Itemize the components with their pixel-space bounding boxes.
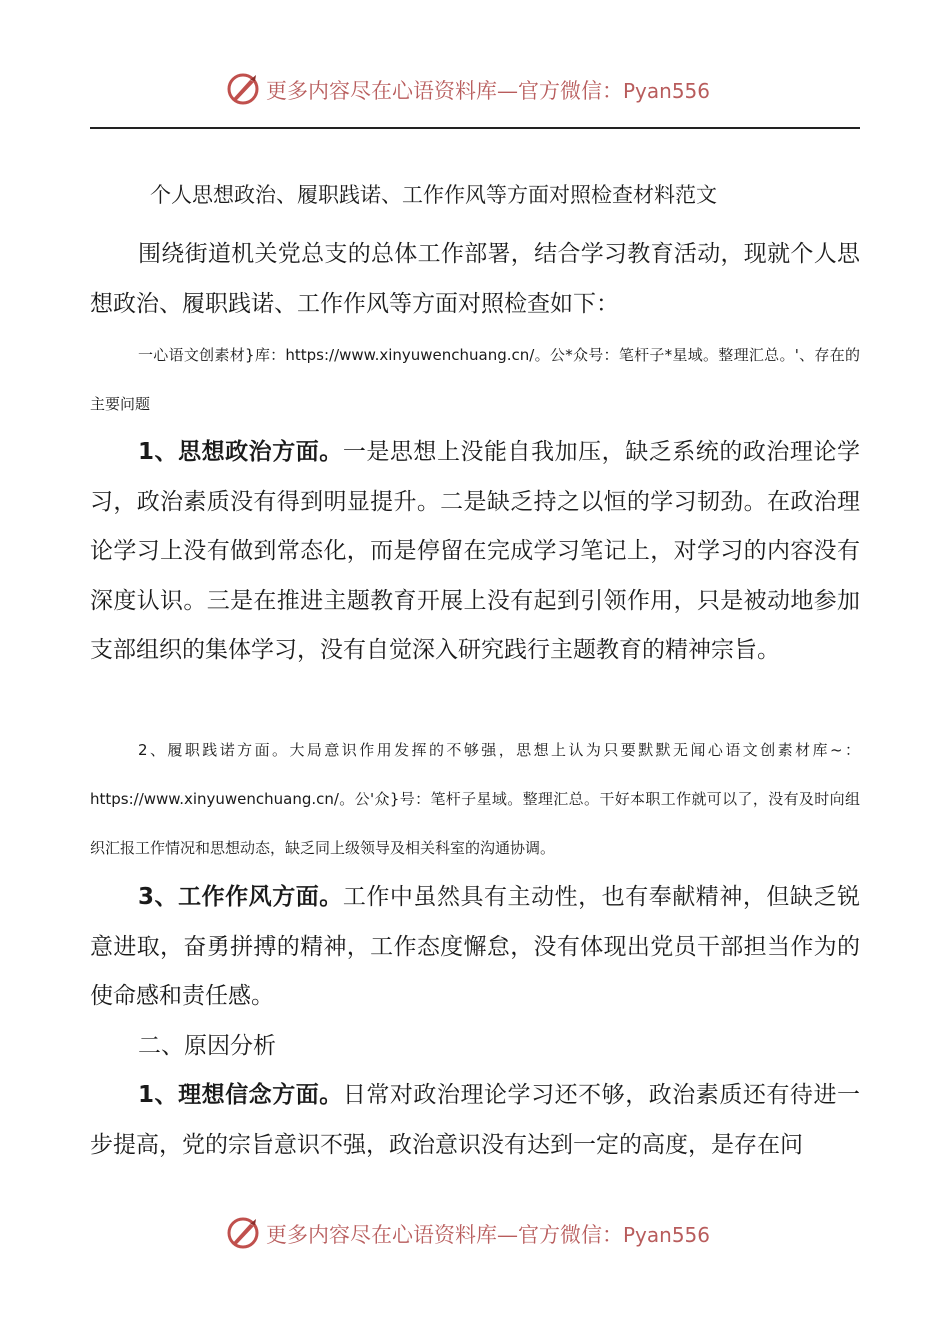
header-banner <box>0 68 950 116</box>
header-site-text: 更多内容尽在心语资料库 <box>266 79 497 103</box>
paragraph-duty-small: 2、履职践诺方面。大局意识作用发挥的不够强，思想上认为只要默默无闻心语文创素材库~：https://www.xinyuwenchuang.cn/。公'众}号：笔杆子星域。整理汇总。干好本职工作就可以了，没有及时向组织汇报工作情况和思想动态，缺乏同上级领导及相关科室的沟通协调。 <box>90 741 860 857</box>
paragraph-ideology <box>90 428 860 676</box>
footer-wechat-label: 官方微信： <box>518 1223 623 1247</box>
pen-quill-logo-icon <box>226 72 260 106</box>
header-text <box>266 77 710 105</box>
paragraph-work-style <box>90 873 860 1022</box>
paragraph-belief <box>90 1071 860 1170</box>
footer-wechat-id: Pyan556 <box>623 1223 711 1247</box>
paragraph-work-style-heading: 3、工作作风方面。 <box>138 884 343 910</box>
paragraph-work-style-body: 工作中虽然具有主动性，也有奉献精神，但缺乏锐意进取，奋勇拼搏的精神，工作态度懈怠，没有体现出党员干部担当作为的使命感和责任感。 <box>90 884 861 1009</box>
paragraph-belief-body: 日常对政治理论学习还不够，政治素质还有待进一步提高，党的宗旨意识不强，政治意识没有达到一定的高度，是存在问 <box>90 1082 861 1158</box>
pen-quill-logo-icon <box>226 1216 260 1250</box>
footer-text <box>266 1221 710 1249</box>
section-heading-cause-analysis: 二、原因分析 <box>138 1033 276 1059</box>
header-wechat-id: Pyan556 <box>623 79 711 103</box>
intro-paragraph: 围绕街道机关党总支的总体工作部署，结合学习教育活动，现就个人思想政治、履职践诺、工作作风等方面对照检查如下： <box>90 241 860 317</box>
footer-site-text: 更多内容尽在心语资料库 <box>266 1223 497 1247</box>
footer-banner <box>0 1212 950 1260</box>
header-divider <box>90 127 860 129</box>
header-wechat-label: 官方微信： <box>518 79 623 103</box>
paragraph-belief-heading: 1、理想信念方面。 <box>138 1082 343 1108</box>
document-title: 个人思想政治、履职践诺、工作作风等方面对照检查材料范文 <box>150 183 717 207</box>
paragraph-ideology-body: 一是思想上没能自我加压，缺乏系统的政治理论学习，政治素质没有得到明显提升。二是缺乏持之以恒的学习韧劲。在政治理论学习上没有做到常态化，而是停留在完成学习笔记上，对学习的内容没有深度认识。三是在推进主题教育开展上没有起到引领作用，只是被动地参加支部组织的集体学习，没有自觉深入研究践行主题教育的精神宗旨。 <box>90 439 861 663</box>
footer-dash: — <box>497 1223 518 1247</box>
watermark-note-1: 一心语文创素材}库：https://www.xinyuwenchuang.cn/。公*众号：笔杆子*星域。整理汇总。'、存在的主要问题 <box>90 346 860 413</box>
header-dash: — <box>497 79 518 103</box>
paragraph-ideology-heading: 1、思想政治方面。 <box>138 439 343 465</box>
